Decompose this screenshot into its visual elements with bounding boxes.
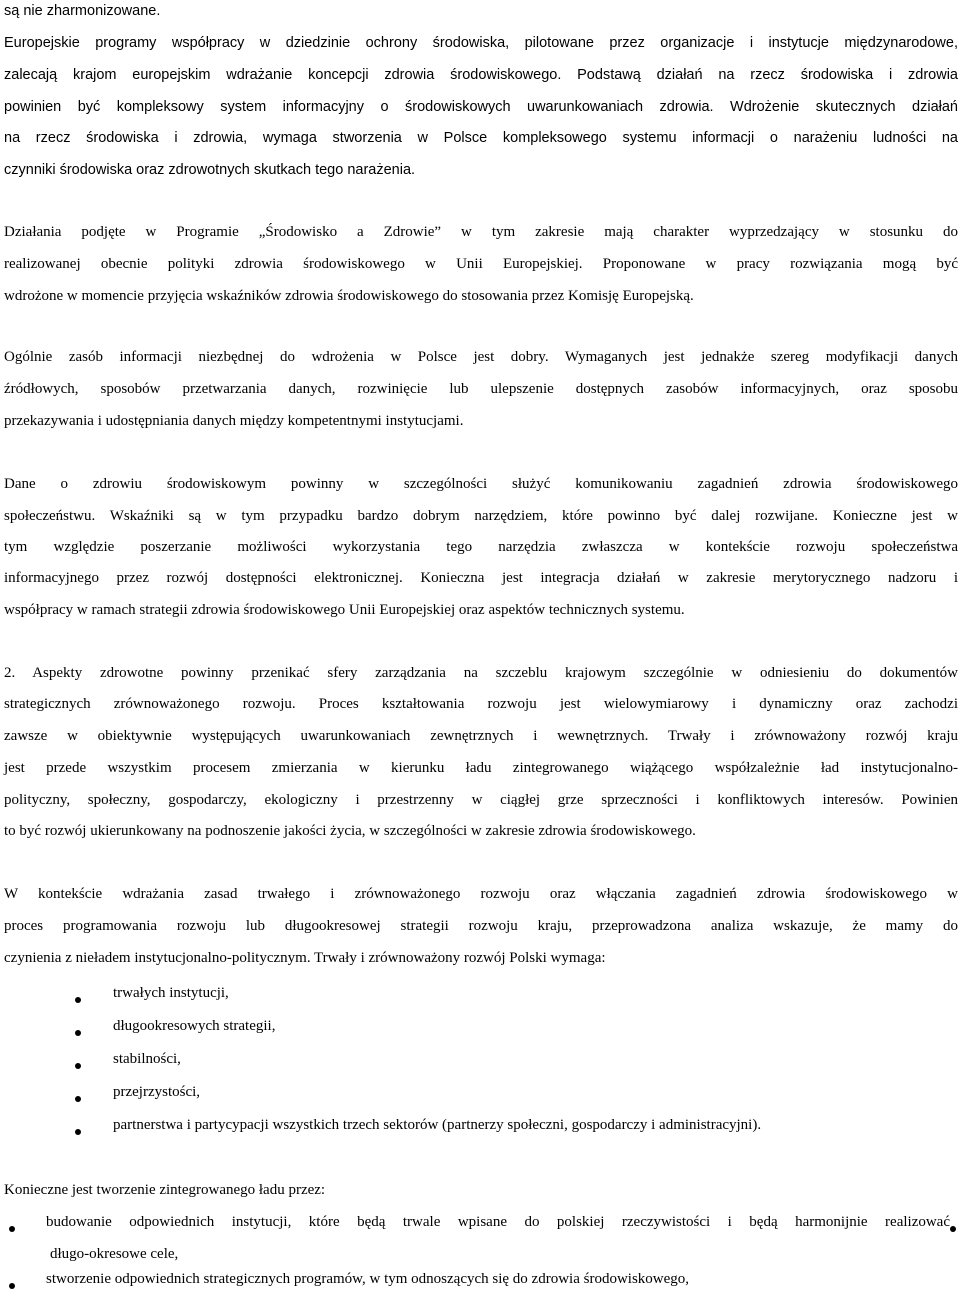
text-line: strategicznych zrównoważonego rozwoju. Proces kształtowania rozwoju jest wielowymiarowy i dynamiczny oraz zachodzi [4, 696, 958, 712]
text-line: wdrożone w momencie przyjęcia wskaźników zdrowia środowiskowego do stosowania przez Komisję Europejską. [4, 288, 694, 304]
list-item: partnerstwa i partycypacji wszystkich trzech sektorów (partnerzy społeczni, gospodarczy i administracyjni). [113, 1117, 762, 1133]
text-line: powinien być kompleksowy system informacyjny o środowiskowych uwarunkowaniach zdrowia. Wdrożenie skutecznych działań [4, 99, 958, 115]
text-line: zalecają krajom europejskim wdrażanie koncepcji zdrowia środowiskowego. Podstawą działań na rzecz środowiska i zdrowia [4, 67, 958, 83]
list-item: przejrzystości, [113, 1084, 201, 1100]
bullet-icon [75, 997, 81, 1003]
text-line: realizowanej obecnie polityki zdrowia środowiskowego w Unii Europejskiej. Proponowane w pracy rozwiązania mogą być [4, 256, 958, 272]
text-line: polityczny, społeczny, gospodarczy, ekologiczny i przestrzenny w ciągłej grze sprzeczności i konfliktowych interesów. Powinien [4, 792, 958, 808]
list-item: stworzenie odpowiednich strategicznych programów, w tym odnoszących się do zdrowia środowiskowego, [46, 1271, 690, 1287]
text-line: tym względzie poszerzanie możliwości wykorzystania tego narzędzia zwłaszcza w kontekście rozwoju społeczeństwa [4, 539, 958, 555]
bullet-icon [75, 1030, 81, 1036]
text-line: jest przede wszystkim procesem zmierzania w kierunku ładu zintegrowanego wiążącego współzależnie ład instytucjonalno- [4, 760, 958, 776]
text-line: 2. Aspekty zdrowotne powinny przenikać sfery zarządzania na szczeblu krajowym szczególnie w odniesieniu do dokumentów [4, 665, 958, 681]
text-line: Działania podjęte w Programie „Środowisko a Zdrowie” w tym zakresie mają charakter wyprzedzający w stosunku do [4, 224, 958, 240]
list-item: trwałych instytucji, [113, 985, 229, 1001]
text-line: W kontekście wdrażania zasad trwałego i zrównoważonego rozwoju oraz włączania zagadnień zdrowia środowiskowego w [4, 886, 958, 902]
text-line: współpracy w ramach strategii zdrowia środowiskowego Unii Europejskiej oraz aspektów technicznych systemu. [4, 602, 685, 618]
text-line: zawsze w obiektywnie występujących uwarunkowaniach zewnętrznych i wewnętrznych. Trwały i zrównoważony rozwój kraju [4, 728, 958, 744]
text-line: Ogólnie zasób informacji niezbędnej do wdrożenia w Polsce jest dobry. Wymaganych jest jednakże szereg modyfikacji danych [4, 349, 958, 365]
text-line: Konieczne jest tworzenie zintegrowanego ładu przez: [4, 1182, 326, 1198]
list-item: długookresowych strategii, [113, 1018, 276, 1034]
text-line: źródłowych, sposobów przetwarzania danych, rozwinięcie lub ulepszenie dostępnych zasobów informacyjnych, oraz sposobu [4, 381, 958, 397]
bullet-icon [9, 1283, 15, 1289]
text-line: są nie zharmonizowane. [4, 3, 161, 19]
bullet-icon [950, 1226, 956, 1232]
text-line: czynniki środowiska oraz zdrowotnych skutkach tego narażenia. [4, 162, 416, 178]
bullet-icon [9, 1226, 15, 1232]
bullet-icon [75, 1096, 81, 1102]
text-line: informacyjnego przez rozwój dostępności elektronicznej. Konieczna jest integracja działań w zakresie merytorycznego nadzoru i [4, 570, 958, 586]
text-line: czynienia z nieładem instytucjonalno-politycznym. Trwały i zrównoważony rozwój Polski wymaga: [4, 950, 606, 966]
list-item: budowanie odpowiednich instytucji, które będą trwale wpisane do polskiej rzeczywistości i będą harmonijnie realizować [46, 1214, 950, 1230]
text-line: na rzecz środowiska i zdrowia, wymaga stworzenia w Polsce kompleksowego systemu informacji o narażeniu ludności na [4, 130, 958, 146]
list-item-continuation: długo-okresowe cele, [50, 1246, 179, 1262]
text-line: przekazywania i udostępniania danych między kompetentnymi instytucjami. [4, 413, 464, 429]
text-line: społeczeństwu. Wskaźniki są w tym przypadku bardzo dobrym narzędziem, które powinno być dalej rozwijane. Konieczne jest w [4, 508, 958, 524]
bullet-icon [75, 1063, 81, 1069]
text-line: proces programowania rozwoju lub długookresowej strategii rozwoju kraju, przeprowadzona analiza wskazuje, że mamy do [4, 918, 958, 934]
text-line: Europejskie programy współpracy w dziedzinie ochrony środowiska, pilotowane przez organizacje i instytucje międzynarodowe, [4, 35, 958, 51]
text-line: Dane o zdrowiu środowiskowym powinny w szczególności służyć komunikowaniu zagadnień zdrowia środowiskowego [4, 476, 958, 492]
text-line: to być rozwój ukierunkowany na podnoszenie jakości życia, w szczególności w zakresie zdrowia środowiskowego. [4, 823, 696, 839]
list-item: stabilności, [113, 1051, 181, 1067]
bullet-icon [75, 1129, 81, 1135]
